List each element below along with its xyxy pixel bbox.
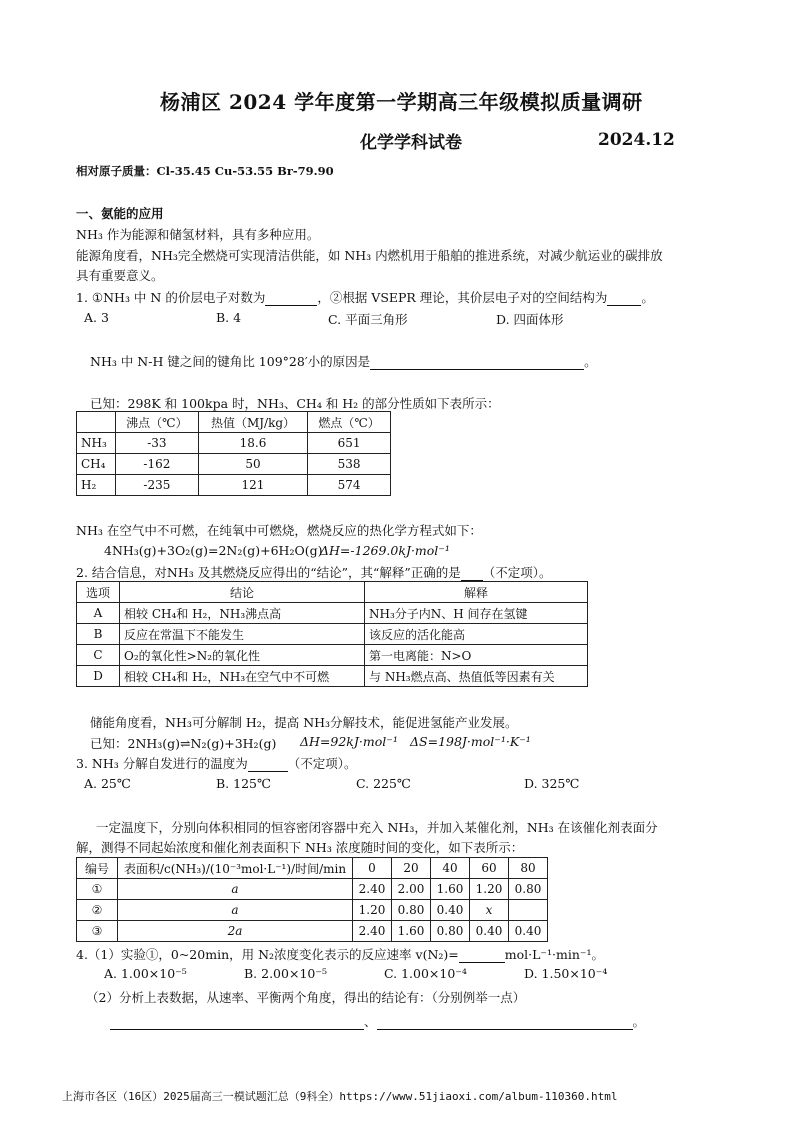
section-heading: 一、氨能的应用 — [76, 206, 164, 221]
exp-header: 0 — [353, 858, 392, 879]
table1-cell: 18.6 — [198, 433, 307, 454]
q1-part-a: 1. ①NH₃ 中 N 的价层电子对数为 — [76, 290, 266, 305]
q1-option-a: A. 3 — [84, 310, 109, 325]
experiment-table — [76, 857, 548, 942]
table1-cell: 121 — [198, 475, 307, 496]
exp-cell — [509, 900, 548, 921]
table1-header: 沸点（℃） — [116, 412, 199, 433]
exp-cell: x — [470, 900, 509, 921]
exp-cell: ③ — [77, 921, 118, 942]
exp-header: 20 — [392, 858, 431, 879]
q3-option-a: A. 25℃ — [84, 776, 131, 791]
storage-entropy: ΔS=198J·mol⁻¹·K⁻¹ — [410, 734, 531, 749]
table1-cell: 651 — [308, 433, 391, 454]
q4-option-c: C. 1.00×10⁻⁴ — [384, 966, 467, 981]
reaction-enthalpy: ΔH=-1269.0kJ·mol⁻¹ — [320, 543, 450, 558]
q4-answer-blank-1[interactable] — [110, 1017, 364, 1030]
table1-header — [77, 412, 116, 433]
q2-cell: 与 NH₃燃点高、热值低等因素有关 — [365, 666, 588, 687]
q2-cell: D — [77, 666, 120, 687]
q1-blank-1[interactable] — [265, 293, 317, 306]
table-row — [77, 921, 548, 942]
exp-header: 40 — [431, 858, 470, 879]
q4-unit: mol·L⁻¹·min⁻¹。 — [504, 947, 604, 962]
experiment-line-2: 解，测得不同起始浓度和催化剂表面积下 NH₃ 浓度随时间的变化，如下表所示： — [76, 840, 524, 855]
exp-cell: 2.40 — [353, 879, 392, 900]
q4-option-b: B. 2.00×10⁻⁵ — [244, 966, 327, 981]
exp-cell: 0.80 — [431, 921, 470, 942]
experiment-line-1: 一定温度下，分别向体积相同的恒容密闭容器中充入 NH₃，并加入某催化剂，NH₃ 在该催化剂表面分 — [96, 820, 658, 835]
exp-header: 编号 — [77, 858, 118, 879]
q2-header: 结论 — [120, 582, 365, 603]
bond-angle-blank[interactable] — [370, 357, 584, 370]
exp-header: 80 — [509, 858, 548, 879]
question-4 — [76, 945, 604, 963]
table1-cell: NH₃ — [77, 433, 116, 454]
exp-cell: 0.80 — [392, 900, 431, 921]
q1-option-c: C. 平面三角形 — [328, 312, 408, 327]
intro-line-1: NH₃ 作为能源和储氢材料，具有多种应用。 — [76, 227, 320, 242]
table-row — [77, 454, 391, 475]
bond-angle-text: NH₃ 中 N-H 键之间的键角比 109°28′小的原因是 — [90, 354, 371, 369]
exp-cell: a — [118, 900, 353, 921]
storage-text: 储能角度看，NH₃可分解制 H₂，提高 NH₃分解技术，能促进氢能产业发展。 — [90, 715, 518, 730]
q2-suffix: （不定项）。 — [482, 565, 552, 580]
q4-option-a: A. 1.00×10⁻⁵ — [104, 966, 187, 981]
q2-cell: 相较 CH₄和 H₂，NH₃在空气中不可燃 — [120, 666, 365, 687]
table1-cell: CH₄ — [77, 454, 116, 475]
exp-cell: 1.60 — [431, 879, 470, 900]
question-3 — [76, 754, 357, 772]
q2-cell: C — [77, 645, 120, 666]
table1-cell: 538 — [308, 454, 391, 475]
q2-cell: 第一电离能：N>O — [365, 645, 588, 666]
reaction-intro: NH₃ 在空气中不可燃，在纯氧中可燃烧，燃烧反应的热化学方程式如下： — [76, 523, 482, 538]
exp-cell: 2.00 — [392, 879, 431, 900]
exp-cell: a — [118, 879, 353, 900]
table1-cell: -235 — [116, 475, 199, 496]
table-row — [77, 666, 588, 687]
table1-header: 燃点（℃） — [308, 412, 391, 433]
q1-part-b: ，②根据 VSEPR 理论，其价层电子对的空间结构为 — [317, 290, 608, 305]
table-row — [77, 624, 588, 645]
table1-cell: 50 — [198, 454, 307, 475]
q2-cell: 该反应的活化能高 — [365, 624, 588, 645]
exp-cell: 1.60 — [392, 921, 431, 942]
exp-cell: 0.40 — [470, 921, 509, 942]
exam-date: 2024.12 — [598, 130, 675, 150]
q4-part-2: （2）分析上表数据，从速率、平衡两个角度，得出的结论有：（分别例举一点） — [86, 990, 526, 1005]
reaction-equation: 4NH₃(g)+3O₂(g)=2N₂(g)+6H₂O(g) — [104, 543, 323, 558]
table-row — [77, 433, 391, 454]
q4-option-d: D. 1.50×10⁻⁴ — [524, 966, 608, 981]
table1-cell: 574 — [308, 475, 391, 496]
bond-angle-question — [90, 352, 597, 370]
table1-cell: -162 — [116, 454, 199, 475]
q1-option-b: B. 4 — [216, 310, 242, 325]
conclusion-table — [76, 581, 588, 687]
q2-cell: O₂的氧化性>N₂的氧化性 — [120, 645, 365, 666]
q2-cell: NH₃分子内N、H 间存在氢键 — [365, 603, 588, 624]
q2-header: 解释 — [365, 582, 588, 603]
table1-cell: H₂ — [77, 475, 116, 496]
q3-option-b: B. 125℃ — [216, 776, 271, 791]
table-row — [77, 879, 548, 900]
q2-cell: 相较 CH₄和 H₂，NH₃沸点高 — [120, 603, 365, 624]
atomic-mass: 相对原子质量：Cl-35.45 Cu-53.55 Br-79.90 — [76, 164, 334, 178]
exp-cell: 0.40 — [431, 900, 470, 921]
table-row — [77, 475, 391, 496]
table-row — [77, 900, 548, 921]
q4-end: 。 — [632, 1014, 646, 1029]
q3-option-d: D. 325℃ — [524, 776, 580, 791]
question-2 — [76, 563, 552, 581]
q2-blank[interactable] — [461, 568, 483, 581]
q1-option-d: D. 四面体形 — [496, 312, 564, 327]
question-1 — [76, 288, 654, 306]
exp-cell: ② — [77, 900, 118, 921]
table1-cell: -33 — [116, 433, 199, 454]
properties-table — [76, 411, 391, 496]
exp-header: 表面积/c(NH₃)/(10⁻³mol·L⁻¹)/时间/min — [118, 858, 353, 879]
footer-source: 上海市各区（16区）2025届高三一模试题汇总（9科全）https://www.51jiaoxi.com/album-110360.html — [62, 1090, 618, 1103]
subject-title: 化学学科试卷 — [360, 133, 462, 153]
exp-cell: 1.20 — [470, 879, 509, 900]
storage-enthalpy: ΔH=92kJ·mol⁻¹ — [300, 734, 398, 749]
table-row — [77, 603, 588, 624]
q3-option-c: C. 225℃ — [356, 776, 411, 791]
exp-cell: 1.20 — [353, 900, 392, 921]
exam-title: 杨浦区 2024 学年度第一学期高三年级模拟质量调研 — [160, 90, 643, 114]
table-row — [77, 645, 588, 666]
q4-text: 4.（1）实验①，0~20min，用 N₂浓度变化表示的反应速率 v(N₂)= — [76, 947, 459, 962]
q2-cell: B — [77, 624, 120, 645]
q2-cell: 反应在常温下不能发生 — [120, 624, 365, 645]
table1-header: 热值（MJ/kg） — [198, 412, 307, 433]
q3-suffix: （不定项）。 — [287, 756, 357, 771]
q3-blank[interactable] — [248, 759, 288, 772]
q2-text: 2. 结合信息，对NH₃ 及其燃烧反应得出的“结论”，其“解释”正确的是 — [76, 565, 461, 580]
intro-line-2: 能源角度看，NH₃完全燃烧可实现清洁供能，如 NH₃ 内燃机用于船舶的推进系统，对减少航运业的碳排放 — [76, 248, 663, 263]
intro-line-3: 具有重要意义。 — [76, 268, 164, 283]
exp-cell: 2a — [118, 921, 353, 942]
q4-answer-blank-2[interactable] — [377, 1017, 633, 1030]
table1-intro: 已知：298K 和 100kpa 时，NH₃、CH₄ 和 H₂ 的部分性质如下表所示： — [90, 396, 500, 411]
q4-answer-line — [110, 1012, 645, 1030]
storage-equation: 已知：2NH₃(g)⇌N₂(g)+3H₂(g) — [90, 736, 277, 751]
q3-text: 3. NH₃ 分解自发进行的温度为 — [76, 756, 248, 771]
q2-header: 选项 — [77, 582, 120, 603]
exp-cell: 2.40 — [353, 921, 392, 942]
exp-cell: ① — [77, 879, 118, 900]
exp-cell: 0.40 — [509, 921, 548, 942]
q2-cell: A — [77, 603, 120, 624]
q1-blank-2[interactable] — [607, 293, 641, 306]
bond-angle-end: 。 — [584, 354, 597, 369]
exp-cell: 0.80 — [509, 879, 548, 900]
q1-end: 。 — [641, 290, 654, 305]
exp-header: 60 — [470, 858, 509, 879]
q4-blank[interactable] — [459, 950, 505, 963]
q4-separator: 、 — [364, 1014, 377, 1029]
